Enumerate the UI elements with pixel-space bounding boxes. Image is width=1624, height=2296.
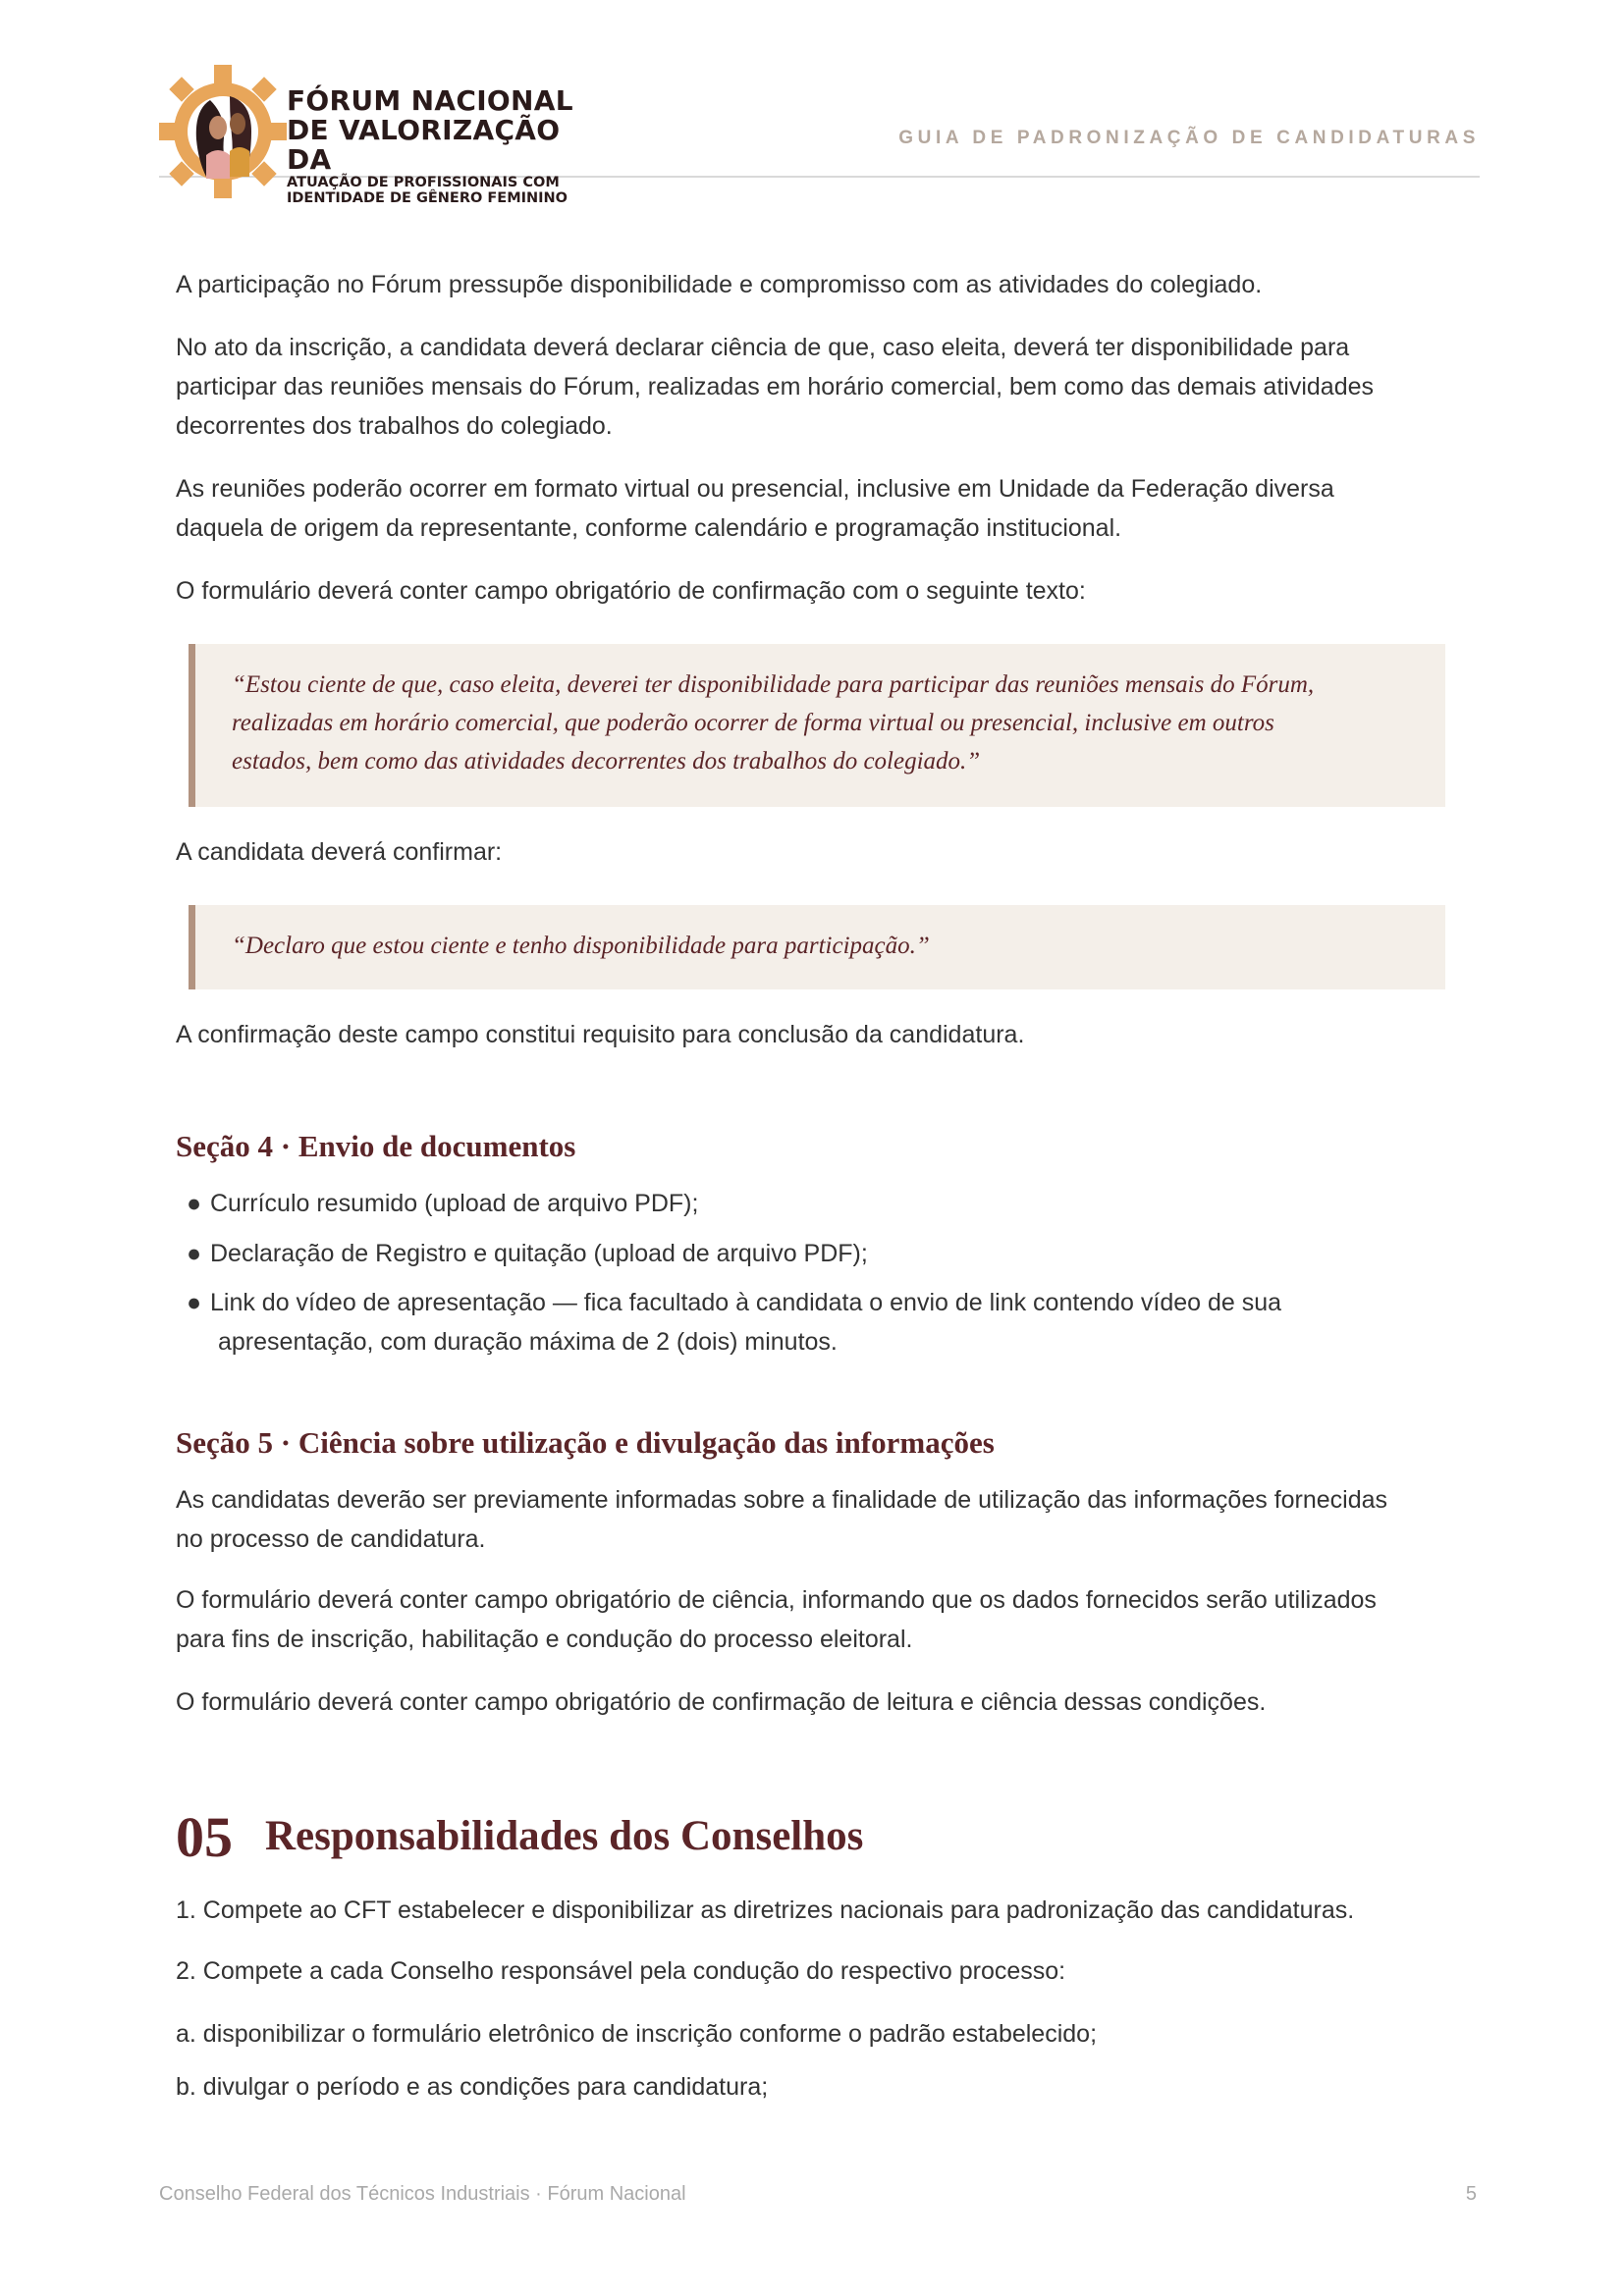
logo-line-2: DE VALORIZAÇÃO DA (287, 114, 561, 176)
paragraph: O formulário deverá conter campo obrigatório de confirmação de leitura e ciência dessas condições. (176, 1688, 1267, 1716)
chapter-number: 05 (176, 1805, 233, 1869)
quote-line: realizadas em horário comercial, que poderão ocorrer de forma virtual ou presencial, inclusive em outros (232, 710, 1274, 736)
logo-line-4: IDENTIDADE DE GÊNERO FEMININO (287, 190, 568, 206)
list-item (187, 1234, 868, 1273)
bullet-icon: ● (187, 1190, 202, 1217)
paragraph: A candidata deverá confirmar: (176, 838, 503, 866)
numbered-item: 2. Compete a cada Conselho responsável pela condução do respectivo processo: (176, 1957, 1066, 1985)
quote-line: “Estou ciente de que, caso eleita, deverei ter disponibilidade para participar das reuniões mensais do Fórum, (232, 671, 1315, 698)
quote-block-confirmation (189, 644, 1445, 807)
list-item-continuation: apresentação, com duração máxima de 2 (dois) minutos. (218, 1328, 838, 1356)
paragraph-line: No ato da inscrição, a candidata deverá declarar ciência de que, caso eleita, deverá ter disponibilidade para (176, 334, 1350, 361)
forum-logo (159, 61, 591, 206)
gear-women-logo-icon (159, 61, 287, 198)
paragraph-line: participar das reuniões mensais do Fórum, realizadas em horário comercial, bem como das demais atividades (176, 373, 1374, 400)
paragraph-line: para fins de inscrição, habilitação e condução do processo eleitoral. (176, 1626, 913, 1653)
bullet-icon: ● (187, 1289, 202, 1316)
header-guide-title: GUIA DE PADRONIZAÇÃO DE CANDIDATURAS (898, 128, 1480, 148)
page-number: 5 (1465, 2183, 1477, 2205)
list-item-text: Currículo resumido (upload de arquivo PDF); (210, 1190, 699, 1217)
logo-line-1: FÓRUM NACIONAL (287, 84, 573, 117)
lettered-item: b. divulgar o período e as condições para candidatura; (176, 2073, 769, 2101)
quote-block-declaration (189, 905, 1445, 989)
list-item (187, 1283, 1281, 1322)
logo-text (287, 86, 591, 206)
paragraph-line: As candidatas deverão ser previamente informadas sobre a finalidade de utilização das informações fornecidas (176, 1486, 1388, 1514)
paragraph: A participação no Fórum pressupõe disponibilidade e compromisso com as atividades do colegiado. (176, 271, 1263, 298)
lettered-item: a. disponibilizar o formulário eletrônico de inscrição conforme o padrão estabelecido; (176, 2020, 1098, 2048)
paragraph-line: no processo de candidatura. (176, 1525, 486, 1553)
paragraph: A confirmação deste campo constitui requisito para conclusão da candidatura. (176, 1021, 1025, 1048)
quote-line: “Declaro que estou ciente e tenho disponibilidade para participação.” (232, 933, 930, 959)
quote-line: estados, bem como das atividades decorrentes dos trabalhos do colegiado.” (232, 748, 981, 774)
logo-line-3: ATUAÇÃO DE PROFISSIONAIS COM (287, 175, 560, 190)
paragraph-line: O formulário deverá conter campo obrigatório de ciência, informando que os dados fornecidos serão utilizados (176, 1586, 1377, 1614)
list-item (187, 1184, 698, 1223)
section-5-title: Seção 5 · Ciência sobre utilização e divulgação das informações (176, 1425, 995, 1460)
bullet-icon: ● (187, 1240, 202, 1267)
list-item-text: Link do vídeo de apresentação — fica facultado à candidata o envio de link contendo vídeo de sua (210, 1289, 1282, 1316)
list-item-text: Declaração de Registro e quitação (upload de arquivo PDF); (210, 1240, 868, 1267)
footer-org: Conselho Federal dos Técnicos Industriais · Fórum Nacional (159, 2183, 686, 2205)
page-header (159, 61, 1480, 206)
chapter-title: Responsabilidades dos Conselhos (265, 1813, 864, 1859)
numbered-item: 1. Compete ao CFT estabelecer e disponibilizar as diretrizes nacionais para padronização das candidaturas. (176, 1896, 1355, 1924)
paragraph: O formulário deverá conter campo obrigatório de confirmação com o seguinte texto: (176, 577, 1086, 605)
paragraph-line: decorrentes dos trabalhos do colegiado. (176, 412, 613, 440)
paragraph-line: As reuniões poderão ocorrer em formato virtual ou presencial, inclusive em Unidade da Federação diversa (176, 475, 1334, 503)
paragraph-line: daquela de origem da representante, conforme calendário e programação institucional. (176, 514, 1122, 542)
section-4-title: Seção 4 · Envio de documentos (176, 1129, 576, 1163)
